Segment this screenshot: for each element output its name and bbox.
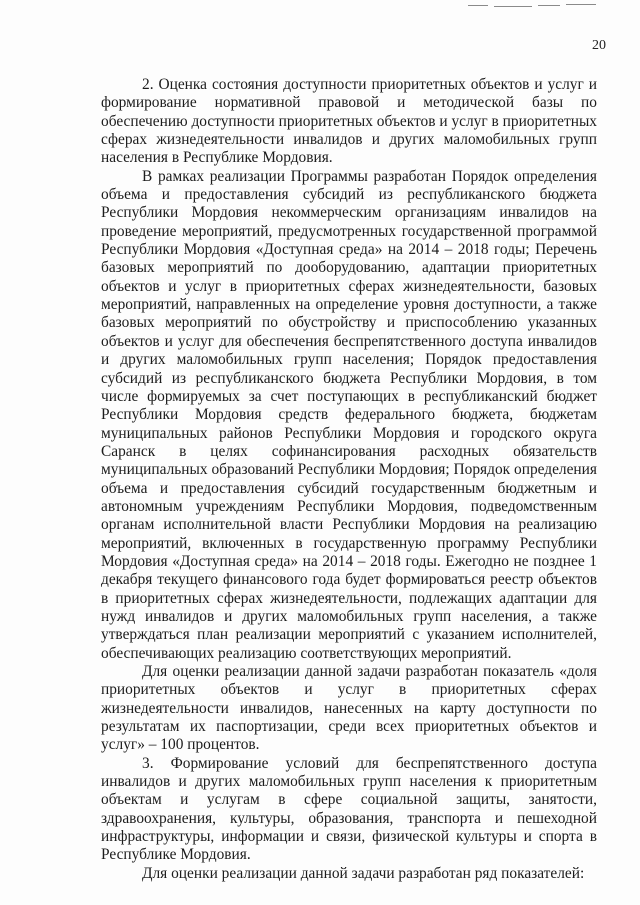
- text-line: декабря текущего финансового года будет формироваться реестр объектов: [101, 571, 597, 589]
- text-line: утверждаться план реализации мероприятий с указанием исполнителей,: [101, 626, 597, 644]
- text-line: услуг» – 100 процентов.: [101, 736, 260, 754]
- text-line: автономным учреждениям Республики Мордовия, подведомственным: [101, 497, 597, 515]
- text-line: инфраструктуры, информации и связи, физической культуры и спорта в: [101, 828, 597, 846]
- text-line: Саранск в целях софинансирования расходных обязательств: [101, 442, 597, 460]
- paragraph-program-framework: [101, 168, 597, 663]
- text-line: сферах жизнедеятельности инвалидов и других маломобильных групп: [101, 131, 597, 149]
- text-line: в приоритетных сферах жизнедеятельности, подлежащих адаптации для: [101, 589, 597, 607]
- scan-artifact: [468, 2, 596, 10]
- text-line: инвалидов и других маломобильных групп населения к приоритетным: [101, 773, 597, 791]
- paragraph-task-2: [101, 76, 597, 168]
- text-line: базовых мероприятий по дооборудованию, адаптации приоритетных: [101, 259, 597, 277]
- text-line: проведение мероприятий, предусмотренных государственной программой: [101, 222, 597, 240]
- text-line: объектам и услугам в сфере социальной защиты, занятости,: [101, 791, 597, 809]
- text-line: формирование нормативной правовой и методической базы по: [101, 94, 597, 112]
- text-line: и других маломобильных групп населения; Порядок предоставления: [101, 351, 597, 369]
- text-line: Для оценки реализации данной задачи разработан ряд показателей:: [142, 864, 585, 882]
- page-number: 20: [592, 38, 606, 53]
- text-line: объема и предоставления субсидий государственным бюджетным и: [101, 479, 597, 497]
- text-line: населения в Республике Мордовия.: [101, 149, 333, 167]
- text-line: В рамках реализации Программы разработан Порядок определения: [142, 167, 597, 185]
- text-line: результатам их паспортизации, среди всех приоритетных объектов и: [101, 718, 597, 736]
- text-line: объектов и услуг в приоритетных сферах жизнедеятельности, базовых: [101, 277, 597, 295]
- text-line: жизнедеятельности инвалидов, нанесенных на карту доступности по: [101, 699, 597, 717]
- text-line: приоритетных объектов и услуг в приоритетных сферах: [101, 681, 597, 699]
- text-line: обеспечивающих реализацию соответствующих мероприятий.: [101, 644, 512, 662]
- text-line: Республики Мордовия средств федерального бюджета, бюджетам: [101, 406, 597, 424]
- text-line: обеспечению доступности приоритетных объектов и услуг в приоритетных: [101, 112, 597, 130]
- text-line: здравоохранения, культуры, образования, транспорта и пешеходной: [101, 809, 597, 827]
- text-line: Для оценки реализации данной задачи разработан показатель «доля: [142, 663, 597, 680]
- text-line: объектов и услуг для обеспечения беспрепятственного доступа инвалидов: [101, 332, 597, 350]
- paragraph-indicator-share: [101, 663, 597, 755]
- document-body: [101, 76, 597, 883]
- text-line: числе формируемых за счет поступающих в республиканский бюджет: [101, 387, 597, 405]
- text-line: Республики Мордовия «Доступная среда» на 2014 – 2018 годы; Перечень: [101, 241, 597, 259]
- text-line: муниципальных районов Республики Мордовия и городского округа: [101, 424, 597, 442]
- text-line: субсидий из республиканского бюджета Республики Мордовия, в том: [101, 369, 597, 387]
- text-line: мероприятий, направленных на определение уровня доступности, а также: [101, 296, 597, 314]
- text-line: органам исполнительной власти Республики Мордовия на реализацию: [101, 516, 597, 534]
- text-line: мероприятий, включенных в государственную программу Республики: [101, 534, 597, 552]
- text-line: 2. Оценка состояния доступности приоритетных объектов и услуг и: [142, 76, 597, 93]
- text-line: муниципальных образований Республики Мордовия; Порядок определения: [101, 461, 597, 479]
- text-line: Республике Мордовия.: [101, 846, 251, 864]
- paragraph-indicators-intro: [101, 865, 597, 883]
- text-line: 3. Формирование условий для беспрепятственного доступа: [142, 754, 597, 772]
- text-line: базовых мероприятий по обустройству и приспособлению указанных: [101, 314, 597, 332]
- text-line: Мордовия «Доступная среда» на 2014 – 2018 годы. Ежегодно не позднее 1: [101, 552, 597, 570]
- paragraph-task-3: [101, 755, 597, 865]
- text-line: Республики Мордовия некоммерческим организациям инвалидов на: [101, 204, 597, 222]
- text-line: объема и предоставления субсидий из республиканского бюджета: [101, 186, 597, 204]
- text-line: нужд инвалидов и других маломобильных групп населения, а также: [101, 607, 597, 625]
